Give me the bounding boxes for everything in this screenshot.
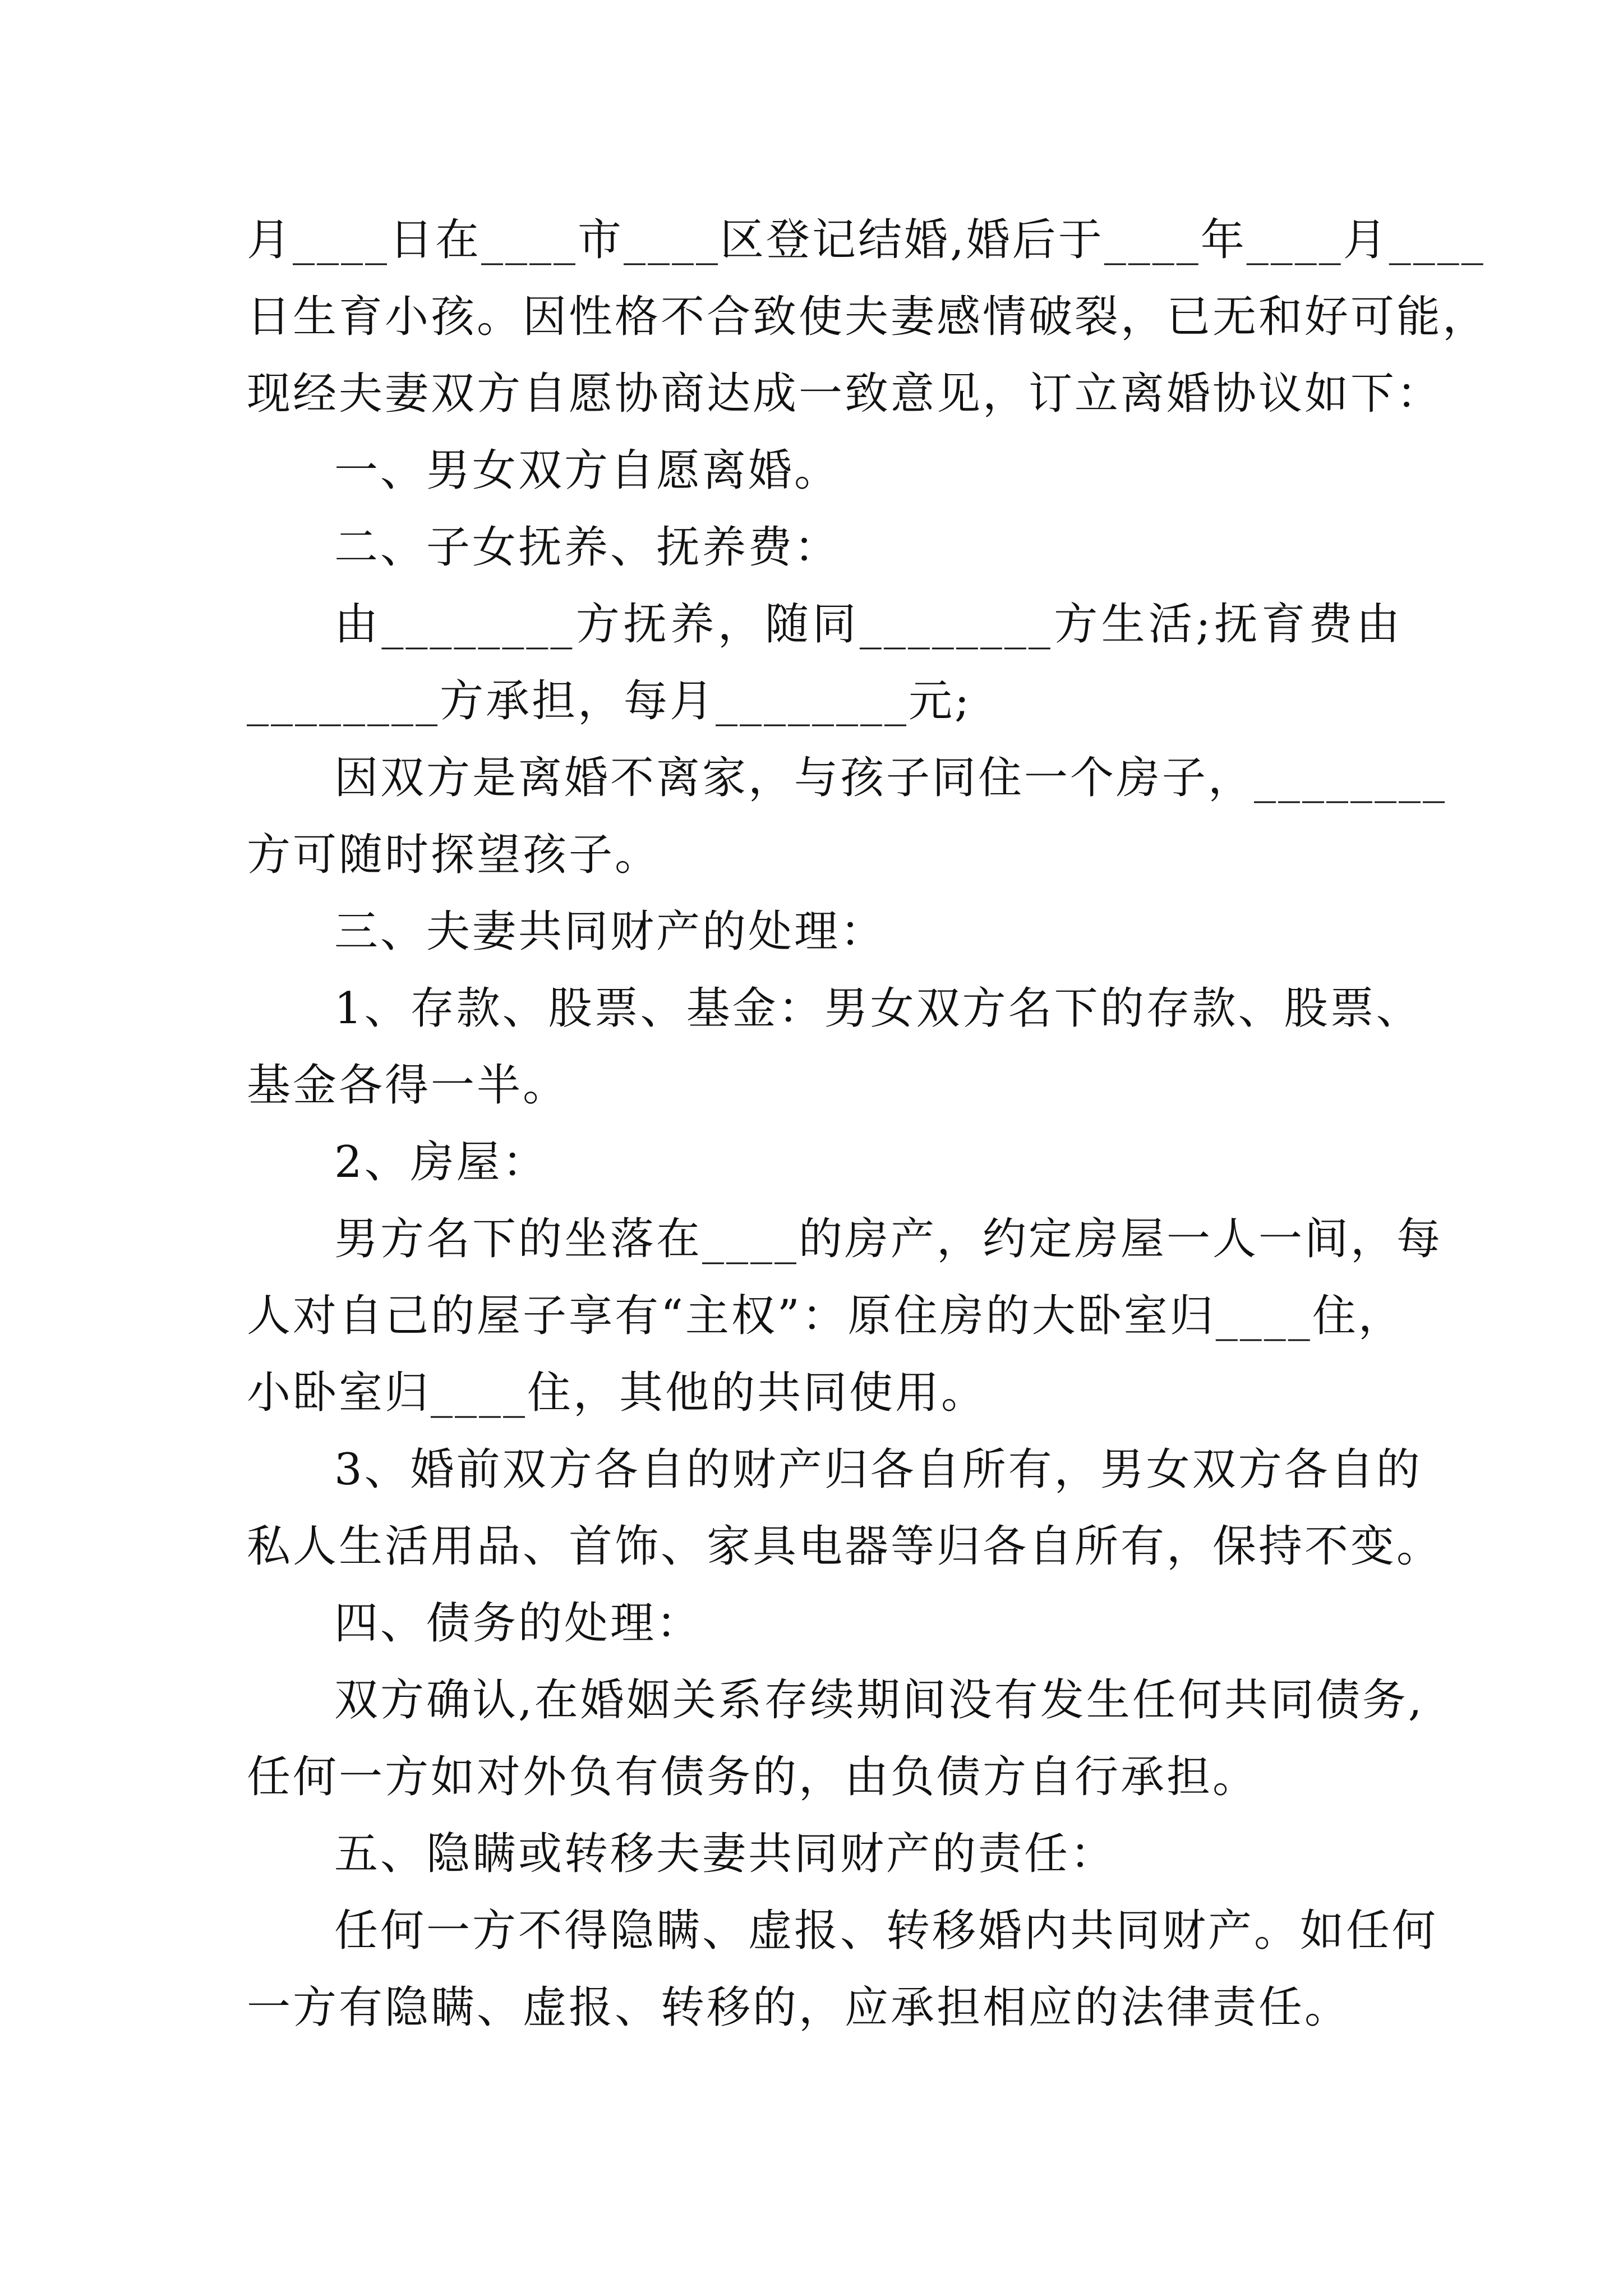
- paragraph-line: 五、隐瞒或转移夫妻共同财产的责任：: [334, 1829, 1117, 1879]
- paragraph-line: 现经夫妻双方自愿协商达成一致意见，订立离婚协议如下：: [247, 369, 1443, 419]
- paragraph-line: 四、债务的处理：: [334, 1598, 703, 1649]
- paragraph-line: 一方有隐瞒、虚报、转移的，应承担相应的法律责任。: [247, 1982, 1351, 2033]
- paragraph-line: 二、子女抚养、抚养费：: [334, 522, 841, 573]
- paragraph-line: 私人生活用品、首饰、家具电器等归各自所有，保持不变。: [247, 1521, 1443, 1572]
- paragraph-line: 双方确认,在婚姻关系存续期间没有发生任何共同债务,: [334, 1675, 1424, 1726]
- paragraph-line: 3、婚前双方各自的财产归各自所有，男女双方各自的: [334, 1444, 1422, 1495]
- paragraph-line: ________方承担，每月________元;: [247, 676, 972, 726]
- paragraph-line: 一、男女双方自愿离婚。: [334, 445, 841, 496]
- paragraph-line: 三、夫妻共同财产的处理：: [334, 907, 887, 957]
- paragraph-line: 2、房屋：: [334, 1137, 548, 1188]
- paragraph-line: 基金各得一半。: [247, 1060, 569, 1111]
- paragraph-line: 任何一方不得隐瞒、虚报、转移婚内共同财产。如任何: [334, 1906, 1438, 1956]
- paragraph-line: 人对自己的屋子享有“主权”：原住房的大卧室归____住，: [247, 1291, 1404, 1341]
- paragraph-line: 因双方是离婚不离家，与孩子同住一个房子，________: [334, 753, 1447, 803]
- paragraph-line: 1、存款、股票、基金：男女双方名下的存款、股票、: [334, 983, 1422, 1034]
- paragraph-line: 月____日在____市____区登记结婚,婚后于____年____月____: [247, 215, 1486, 265]
- paragraph-line: 由________方抚养，随同________方生活;抚育费由: [334, 599, 1402, 650]
- agreement-body-text: [247, 202, 1489, 2046]
- paragraph-line: 方可随时探望孩子。: [247, 830, 661, 880]
- paragraph-line: 日生育小孩。因性格不合致使夫妻感情破裂，已无和好可能，: [247, 292, 1489, 342]
- paragraph-line: 男方名下的坐落在____的房产，约定房屋一人一间，每: [334, 1214, 1443, 1264]
- paragraph-line: 小卧室归____住，其他的共同使用。: [247, 1368, 988, 1418]
- paragraph-line: 任何一方如对外负有债务的，由负债方自行承担。: [247, 1752, 1259, 1802]
